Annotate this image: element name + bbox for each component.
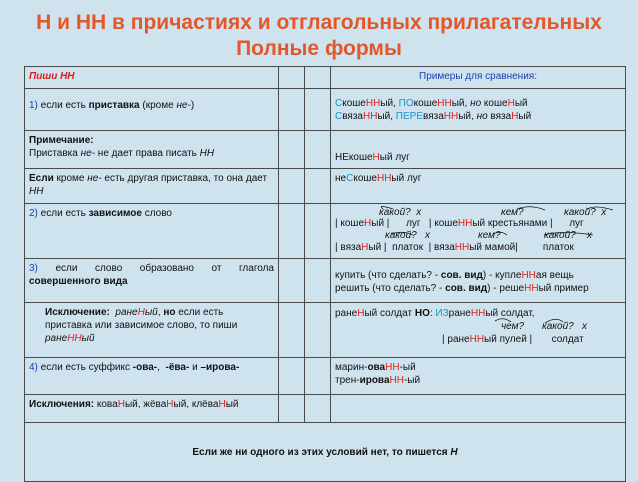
empty-cell xyxy=(331,395,626,423)
question-label: какой? х xyxy=(379,207,422,218)
empty-cell xyxy=(279,169,305,204)
empty-cell xyxy=(279,204,305,259)
question-label: какой? х xyxy=(564,207,607,218)
title-line-2: Полные формы xyxy=(236,37,402,60)
exceptions-list: Исключения: коваНый, жёваНый, клёваНый xyxy=(25,395,279,423)
footer-rule: Если же ни одного из этих условий нет, то пишется Н xyxy=(25,423,626,482)
empty-cell xyxy=(305,169,331,204)
table-row xyxy=(25,303,626,358)
example-suffix: марин-оваНН-ый трен-ироваНН-ый xyxy=(331,358,626,395)
table-row xyxy=(25,89,626,131)
empty-cell xyxy=(279,395,305,423)
example-other-prefix: неСкошеННый луг xyxy=(331,169,626,204)
example-wounded xyxy=(331,303,626,358)
empty-cell xyxy=(305,204,331,259)
empty-cell xyxy=(305,67,331,89)
empty-cell xyxy=(279,358,305,395)
example-line: ранеНый солдат НО: ИЗранеННый солдат, xyxy=(335,308,535,319)
rule-prefix: 1) если есть приставка (кроме не-) xyxy=(25,89,279,131)
title-line-1: Н и НН в причастиях и отглагольных прилагательных xyxy=(36,11,602,34)
question-label: кем? xyxy=(501,207,524,218)
empty-cell xyxy=(305,89,331,131)
question-label: какой? х xyxy=(544,230,592,241)
table-row xyxy=(25,131,626,169)
table-row xyxy=(25,169,626,204)
example-line: СкошеННый, ПОкошеННый, но кошеНый xyxy=(335,98,528,109)
table-row xyxy=(25,358,626,395)
exception-wounded: Исключение: ранеНый, но если есть приставка или зависимое слово, то пиши ранеННый xyxy=(25,303,279,358)
empty-cell xyxy=(305,303,331,358)
rule-suffix: 4) если есть суффикс -ова-, -ёва- и –ирова- xyxy=(25,358,279,395)
example-prefix xyxy=(331,89,626,131)
table-row xyxy=(25,395,626,423)
example-dependent-word xyxy=(331,204,626,259)
header-left: Пиши НН xyxy=(25,67,279,89)
empty-cell xyxy=(305,259,331,303)
empty-cell xyxy=(279,303,305,358)
rule-other-prefix: Если кроме не- есть другая приставка, то она дает НН xyxy=(25,169,279,204)
question-label: какой? х xyxy=(385,230,431,241)
example-note: НЕкошеНый луг xyxy=(331,131,626,169)
example-perfective: купить (что сделать? - сов. вид) - куплеННая вещь решить (что сделать? - сов. вид) - решеННый пример xyxy=(331,259,626,303)
note-prefix: Примечание: Приставка не- не дает права писать НН xyxy=(25,131,279,169)
example-line: | кошеНый | луг | кошеННый крестьянами | луг xyxy=(335,218,584,229)
example-line: | вязаНый | платок | вязаННый мамой| платок xyxy=(335,242,574,253)
example-line: СвязаННый, ПЕРЕвязаННый, но вязаНый xyxy=(335,111,532,122)
empty-cell xyxy=(279,259,305,303)
rules-table xyxy=(24,66,626,482)
header-right: Примеры для сравнения: xyxy=(331,67,626,89)
rule-dependent-word: 2) если есть зависимое слово xyxy=(25,204,279,259)
question-label: какой? х xyxy=(542,321,588,332)
table-row xyxy=(25,204,626,259)
empty-cell xyxy=(305,358,331,395)
question-label: чем? xyxy=(501,321,525,332)
table-row xyxy=(25,259,626,303)
table-footer-row xyxy=(25,423,626,482)
empty-cell xyxy=(279,89,305,131)
table-header-row xyxy=(25,67,626,89)
empty-cell xyxy=(279,67,305,89)
empty-cell xyxy=(305,395,331,423)
question-label: кем? xyxy=(478,230,501,241)
example-line: | ранеННый пулей | солдат xyxy=(442,334,584,345)
rule-perfective: 3) если слово образовано от глагола совершенного вида xyxy=(25,259,279,303)
page-title xyxy=(0,10,638,62)
empty-cell xyxy=(305,131,331,169)
empty-cell xyxy=(279,131,305,169)
